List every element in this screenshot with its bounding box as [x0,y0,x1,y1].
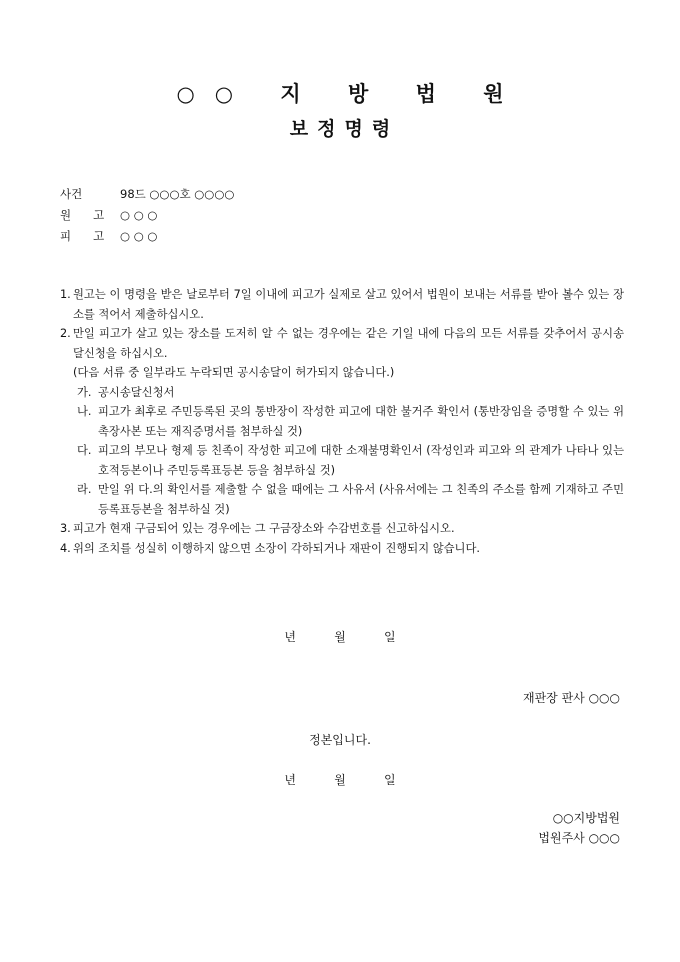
defendant-name: ○ ○ ○ [120,229,158,243]
sub-item-text: 피고의 부모나 형제 등 친족이 작성한 피고에 대한 소재불명확인서 (작성인과 피고와 의 관계가 나타나 있는 호적등본이나 주민등록표등본 등을 첨부하실 것) [98,444,624,477]
defendant-label: 피고 [60,229,127,243]
date-month: 월 [334,630,346,644]
defendant-row [60,226,234,247]
order-note: (다음 서류 중 일부라도 누락되면 공시송달이 허가되지 않습니다.) [73,366,395,379]
item-number: 1. [60,288,71,301]
item-number: 2. [60,327,71,340]
sub-item-da [60,441,624,480]
date-day: 일 [384,773,396,787]
item-text: 원고는 이 명령을 받은 날로부터 7일 이내에 피고가 실제로 살고 있어서 법원이 보내는 서류를 받아 볼수 있는 장소를 적어서 제출하십시오. [73,288,624,321]
order-item-4 [60,539,624,559]
clerk-signature: 법원주사 ○○○ [538,831,620,845]
sub-item-text: 공시송달신청서 [98,385,175,399]
case-info [60,184,234,247]
order-item-2 [60,324,624,363]
judge-signature: 재판장 판사 ○○○ [522,691,620,705]
order-item-3 [60,519,624,539]
item-text: 피고가 현재 구금되어 있는 경우에는 그 구금장소와 수감번호를 신고하십시오. [73,522,455,535]
order-date [0,628,680,645]
sub-item-number: 나. [77,405,92,418]
certified-copy-note: 정본입니다. [309,733,371,747]
item-number: 4. [60,541,71,555]
item-text: 위의 조치를 성실히 이행하지 않으면 소장이 각하되거나 재판이 진행되지 않습니다. [73,541,480,555]
court-title: ○○ 지 방 법 원 [176,81,524,106]
sub-item-ga [60,383,624,403]
certification-date [0,771,680,788]
date-day: 일 [384,630,396,644]
case-number-row [60,184,234,205]
item-text: 만일 피고가 살고 있는 장소를 도저히 알 수 없는 경우에는 같은 기일 내에 다음의 모든 서류를 갖추어서 공시송달신청을 하십시오. [73,327,624,360]
sub-item-number: 다. [77,444,92,457]
order-item-1 [60,285,624,324]
date-year: 년 [284,773,296,787]
date-year: 년 [284,630,296,644]
plaintiff-label: 원고 [60,208,127,222]
sub-item-text: 피고가 최후로 주민등록된 곳의 통반장이 작성한 피고에 대한 불거주 확인서 (통반장임을 증명할 수 있는 위촉장사본 또는 재직증명서를 첨부하실 것) [98,405,624,438]
order-body [60,285,624,558]
sub-item-number: 라. [77,483,92,496]
court-name: ○○지방법원 [552,811,620,825]
sub-item-text: 만일 위 다.의 확인서를 제출할 수 없을 때에는 그 사유서 (사유서에는 그 친족의 주소를 함께 기재하고 주민등록표등본을 첨부하실 것) [98,483,624,516]
plaintiff-row [60,205,234,226]
sub-item-number: 가. [77,385,92,399]
sub-item-ra [60,480,624,519]
case-label: 사건 [60,187,83,201]
item-number: 3. [60,522,71,535]
sub-item-na [60,402,624,441]
case-number: 98드 ○○○호 ○○○○ [120,187,235,201]
date-month: 월 [334,773,346,787]
plaintiff-name: ○ ○ ○ [120,208,158,222]
document-title: 보정명령 [289,118,400,140]
